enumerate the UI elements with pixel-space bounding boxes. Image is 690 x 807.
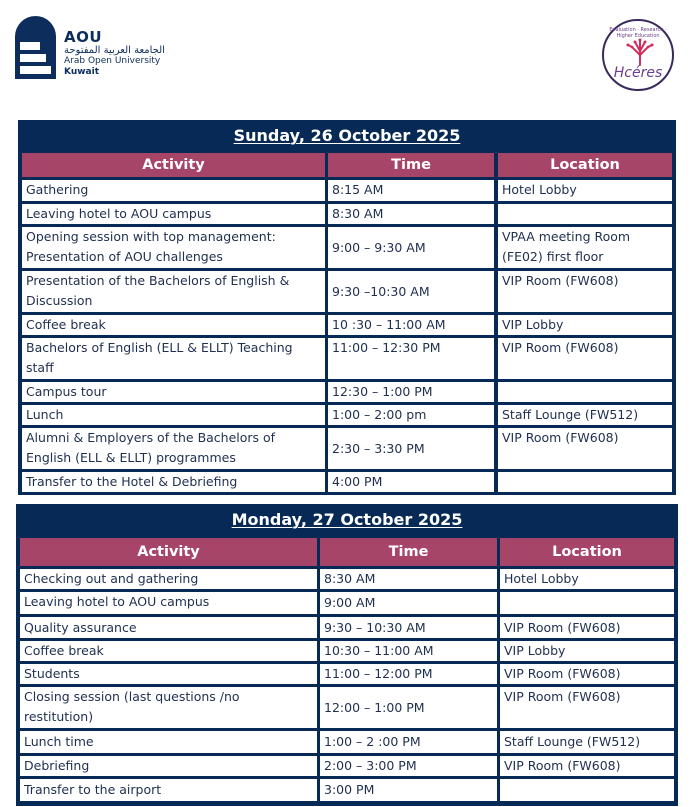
time-cell: 2:00 – 3:00 PM — [320, 756, 497, 776]
time-cell: 9:30 – 10:30 AM — [320, 617, 497, 638]
activity-cell: Lunch — [22, 405, 325, 425]
time-cell: 9:30 –10:30 AM — [328, 271, 494, 312]
activity-cell: Checking out and gathering — [20, 569, 317, 589]
activity-cell: Transfer to the Hotel & Debriefing — [22, 472, 325, 492]
activity-cell: Gathering — [22, 180, 325, 201]
location-cell — [500, 592, 674, 614]
activity-cell: Coffee break — [20, 641, 317, 661]
aou-arabic-name: الجامعة العربية المفتوحة — [64, 45, 165, 56]
aou-branch: Kuwait — [64, 67, 99, 77]
location-cell — [498, 472, 672, 492]
aou-english-name: Arab Open University — [64, 56, 161, 66]
time-cell: 1:00 – 2:00 pm — [328, 405, 494, 425]
activity-cell: Students — [20, 664, 317, 684]
activity-cell: Quality assurance — [20, 617, 317, 638]
time-cell: 8:15 AM — [328, 180, 494, 201]
location-cell: Staff Lounge (FW512) — [500, 731, 674, 753]
location-cell: VPAA meeting Room (FE02) first floor — [498, 227, 672, 268]
location-cell: VIP Room (FW608) — [500, 756, 674, 776]
time-cell: 11:00 – 12:30 PM — [328, 338, 494, 379]
time-cell: 10 :30 – 11:00 AM — [328, 315, 494, 335]
day-title: Monday, 27 October 2025 — [231, 510, 463, 529]
column-header-location: Location — [498, 153, 672, 177]
day-title: Sunday, 26 October 2025 — [233, 126, 461, 145]
time-cell: 4:00 PM — [328, 472, 494, 492]
location-cell: Hotel Lobby — [500, 569, 674, 589]
aou-arch-icon — [15, 16, 56, 79]
time-cell: 1:00 – 2 :00 PM — [320, 731, 497, 753]
activity-cell: Transfer to the airport — [20, 779, 317, 801]
location-cell — [498, 204, 672, 224]
time-cell: 8:30 AM — [328, 204, 494, 224]
time-cell: 11:00 – 12:00 PM — [320, 664, 497, 684]
time-cell: 9:00 – 9:30 AM — [328, 227, 494, 268]
activity-cell: Leaving hotel to AOU campus — [22, 204, 325, 224]
activity-cell: Debriefing — [20, 756, 317, 776]
time-cell: 2:30 – 3:30 PM — [328, 428, 494, 469]
activity-cell: Campus tour — [22, 382, 325, 402]
activity-cell: Alumni & Employers of the Bachelors of English (ELL & ELLT) programmes — [22, 428, 325, 469]
location-cell: Staff Lounge (FW512) — [498, 405, 672, 425]
column-header-activity: Activity — [22, 153, 325, 177]
location-cell: VIP Room (FW608) — [498, 338, 672, 379]
activity-cell: Leaving hotel to AOU campus — [20, 592, 317, 614]
location-cell: VIP Room (FW608) — [500, 687, 674, 728]
hceres-ring-text: Evaluation · Research · Higher Education — [609, 27, 667, 39]
column-header-time: Time — [328, 153, 494, 177]
location-cell: VIP Room (FW608) — [498, 428, 672, 469]
location-cell: VIP Room (FW608) — [500, 664, 674, 684]
location-cell — [498, 382, 672, 402]
time-cell: 9:00 AM — [320, 592, 497, 614]
location-cell: VIP Lobby — [498, 315, 672, 335]
column-header-location: Location — [500, 538, 674, 566]
sunday-schedule-table — [18, 120, 676, 495]
aou-abbr: AOU — [64, 28, 103, 46]
activity-cell: Lunch time — [20, 731, 317, 753]
tree-icon — [625, 37, 655, 67]
column-header-activity: Activity — [20, 538, 317, 566]
aou-logo — [15, 16, 185, 82]
location-cell: VIP Lobby — [500, 641, 674, 661]
time-cell: 8:30 AM — [320, 569, 497, 589]
location-cell: VIP Room (FW608) — [498, 271, 672, 312]
monday-schedule-table — [16, 504, 678, 806]
location-cell: VIP Room (FW608) — [500, 617, 674, 638]
time-cell: 12:30 – 1:00 PM — [328, 382, 494, 402]
activity-cell: Closing session (last questions /no restitution) — [20, 687, 317, 728]
activity-cell: Bachelors of English (ELL & ELLT) Teaching staff — [22, 338, 325, 379]
activity-cell: Opening session with top management: Presentation of AOU challenges — [22, 227, 325, 268]
activity-cell: Coffee break — [22, 315, 325, 335]
location-cell: Hotel Lobby — [498, 180, 672, 201]
time-cell: 12:00 – 1:00 PM — [320, 687, 497, 728]
time-cell: 10:30 – 11:00 AM — [320, 641, 497, 661]
hceres-logo — [602, 19, 674, 91]
column-header-time: Time — [320, 538, 497, 566]
time-cell: 3:00 PM — [320, 779, 497, 801]
location-cell — [500, 779, 674, 801]
hceres-name: Hcéres — [613, 65, 663, 81]
activity-cell: Presentation of the Bachelors of English & Discussion — [22, 271, 325, 312]
